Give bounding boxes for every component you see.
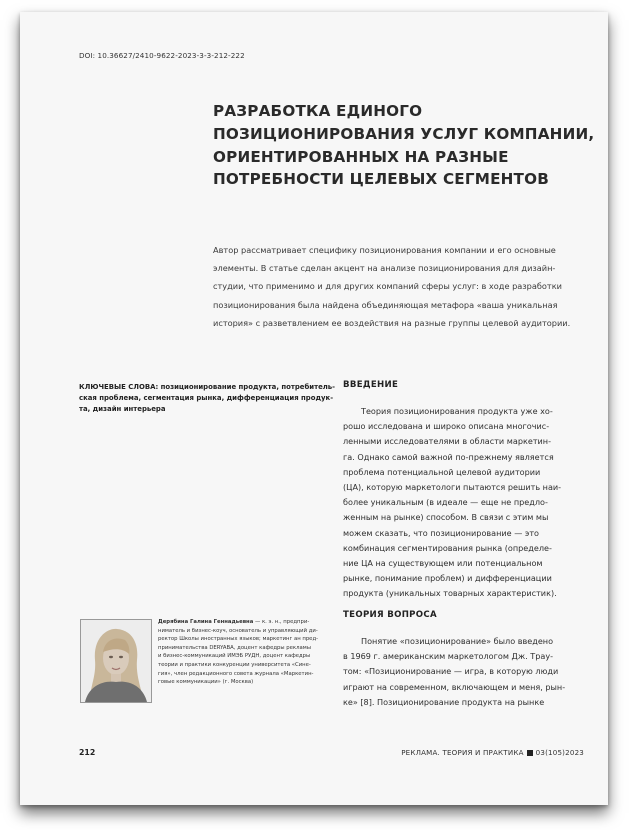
body-line: ленными исследователями в области маркетин- [343,436,552,447]
doi-line: DOI: 10.36627/2410-9622-2023-3-3-212-222 [79,51,245,60]
abstract-line: позиционирования была найдена объединяющая метафора «ваша уникальная [213,299,558,310]
body-line: в 1969 г. американским маркетологом Дж. Трау- [343,651,554,662]
journal-page [20,12,608,805]
square-bullet-icon [527,750,533,756]
abstract-line: элементы. В статье сделан акцент на анализе позиционирования для дизайн- [213,263,556,274]
author-bio-line: говые коммуникации» (г. Москва) [158,679,254,686]
author-bio-line: гия», член редакционного совета журнала «Маркетин- [158,670,314,677]
body-line: проблема потенциальной целевой аудитории [343,466,541,477]
author-bio-line: ниматель и бизнес-коуч, основатель и управляющий ди- [158,627,318,634]
body-line: рынке, понимание проблем) и дифференциации [343,573,552,584]
author-bio-line: ректор Школы иностранных языков; маркетинг ан пред- [158,636,319,643]
journal-issue: 03(105)2023 [535,748,584,757]
keywords-text: позиционирование продукта, потребитель- [158,383,336,391]
author-name: Дерябина Галина Геннадьевна [158,619,254,625]
body-line: ние ЦА на существующем или потенциальном [343,558,543,569]
author-bio-line: и бизнес-коммуникаций ИМЭБ РУДН, доцент кафедры [158,653,311,660]
body-line: продукта (уникальных товарных характеристик). [343,588,557,599]
author-portrait-image [81,620,151,702]
abstract-line: Автор рассматривает специфику позиционирования компании и его основные [213,245,556,255]
title-line: РАЗРАБОТКА ЕДИНОГО [213,102,423,120]
body-line: Теория позиционирования продукта уже хо- [361,406,553,416]
title-line: ПОТРЕБНОСТИ ЦЕЛЕВЫХ СЕГМЕНТОВ [213,170,549,189]
author-bio [158,618,328,687]
abstract [213,241,585,332]
page-number: 212 [79,748,96,757]
abstract-line: студии, что применимо и для других компаний сферы услуг: в ходе разработки [213,281,562,292]
body-line: играют на современном, включающем и меня, рын- [343,681,566,692]
abstract-line: история» с разветвлением ее воздействия на разные группы целевой аудитории. [213,317,571,328]
author-bio-text: — к. э. н., предпри- [253,619,310,625]
body-line: Понятие «позиционирование» было введено [361,636,554,646]
section-heading-theory: ТЕОРИЯ ВОПРОСА [343,610,437,620]
body-line: том: «Позиционирование — игра, в которую люди [343,666,559,677]
intro-body [343,404,598,602]
journal-footer [401,748,584,757]
theory-body [343,634,598,710]
keywords-line [79,382,341,393]
journal-name: РЕКЛАМА. ТЕОРИЯ И ПРАКТИКА [401,748,524,757]
keywords-label: КЛЮЧЕВЫЕ СЛОВА: [79,383,159,391]
body-line: га. Однако самой важной по-прежнему является [343,451,554,462]
article-title [213,100,593,191]
author-bio-line [158,618,328,627]
author-photo [80,619,152,703]
body-line: женным на рынке) способом. В связи с этим мы [343,512,549,523]
keywords-block [79,382,341,416]
body-line: рошо исследована и широко описана многочис- [343,421,550,432]
title-line: ПОЗИЦИОНИРОВАНИЯ УСЛУГ КОМПАНИИ, [213,124,595,143]
section-heading-intro: ВВЕДЕНИЕ [343,380,399,390]
author-bio-line: принимательства DERYABA, доцент кафедры рекламы [158,644,311,651]
body-line: комбинация сегментирования рынка (определе- [343,542,552,553]
body-line: ке» [8]. Позиционирование продукта на рынке [343,696,545,707]
body-line: более уникальным (в идеале — еще не предло- [343,497,548,508]
keywords-line: ская проблема, сегментация рынка, дифференциация продук- [79,394,334,403]
author-bio-line: теории и практики конкуренции университета «Сине- [158,661,311,668]
keywords-line: та, дизайн интерьера [79,405,166,414]
title-line: ОРИЕНТИРОВАННЫХ НА РАЗНЫЕ [213,147,509,166]
body-line: (ЦА), которую маркетологи пытаются решить наи- [343,482,562,493]
body-line: можем сказать, что позиционирование — это [343,527,540,538]
